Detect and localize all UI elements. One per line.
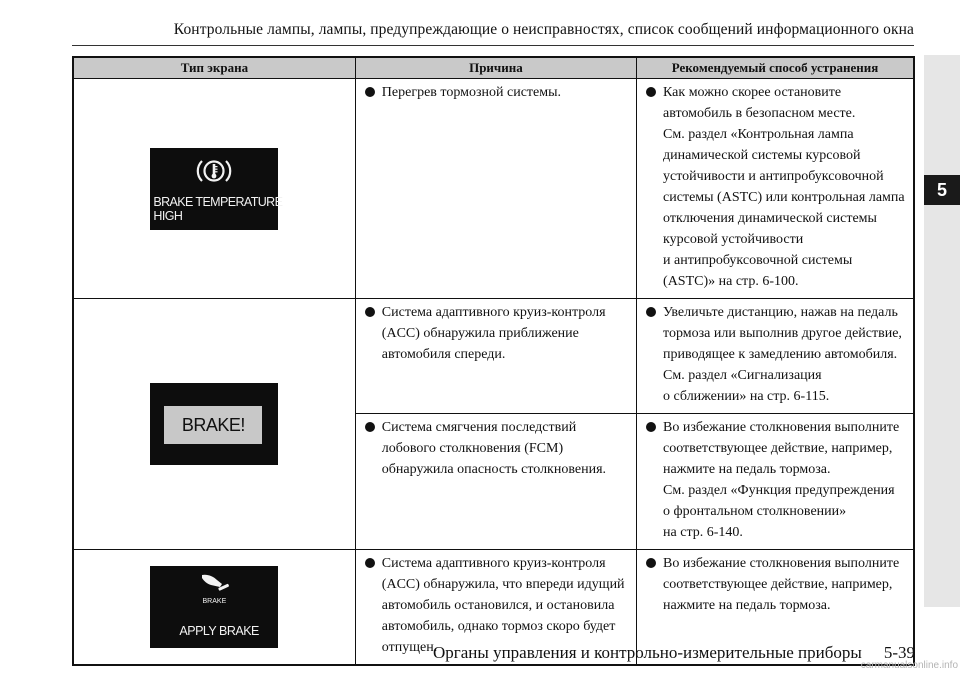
cause-cell [355, 299, 636, 414]
cause-bullet [356, 299, 636, 371]
watermark: carmanualsonline.info [860, 660, 958, 671]
chapter-tab: 5 [924, 175, 960, 205]
display-text-line1: BRAKE TEMPERATURE [153, 194, 283, 209]
text-line: динамической системы курсовой [663, 148, 861, 163]
apply-brake-display [150, 566, 278, 648]
text-line: автомобиля спереди. [381, 347, 506, 362]
screen-type-cell [73, 79, 355, 299]
cause-bullet [356, 414, 636, 486]
cause-cell [355, 414, 636, 550]
text-line: автомобиль в безопасном месте. [663, 106, 856, 121]
remedy-cell [637, 79, 914, 299]
text-line: (ACC) обнаружила приближение [381, 326, 579, 341]
text-line: приводящее к замедлению автомобиля. [663, 347, 898, 362]
text-line: Система адаптивного круиз-контроля [381, 305, 606, 320]
text-line: на стр. 6-140. [663, 525, 743, 540]
remedy-bullet [637, 299, 913, 413]
text-line: Перегрев тормозной системы. [381, 85, 562, 100]
text-line: и антипробуксовочной системы [663, 253, 853, 268]
text-line: соответствующее действие, например, [663, 441, 893, 456]
footer-section-title: Органы управления и контрольно-измерительные приборы [433, 643, 862, 662]
foot-on-pedal-icon [198, 572, 230, 592]
text-line: о фронтальном столкновении» [663, 504, 847, 519]
text-line: нажмите на педаль тормоза. [663, 462, 831, 477]
header-divider [72, 45, 914, 46]
brake-temperature-display [150, 148, 283, 230]
chapter-side-strip [924, 55, 960, 607]
column-header-screen-type: Тип экрана [73, 57, 355, 79]
cause-cell [355, 79, 636, 299]
text-line: соответствующее действие, например, [663, 577, 893, 592]
remedy-bullet [637, 550, 913, 622]
text-line: Как можно скорее остановите [663, 85, 842, 100]
text-line: См. раздел «Контрольная лампа [663, 127, 854, 142]
text-line: лобового столкновения (FCM) [381, 441, 564, 456]
text-line: (ASTC)» на стр. 6-100. [663, 274, 799, 289]
text-line: отключения динамической системы [663, 211, 877, 226]
display-text-line2: HIGH [153, 208, 183, 223]
page-number: 5-39 [883, 643, 915, 662]
text-line: тормоза или выполнив другое действие, [663, 326, 902, 341]
text-line: Система адаптивного круиз-контроля [381, 556, 606, 571]
text-line: См. раздел «Функция предупреждения [663, 483, 895, 498]
text-line: устойчивости и антипробуксовочной [663, 169, 884, 184]
text-line: автомобиль остановился, и остановила [381, 598, 615, 613]
text-line: См. раздел «Сигнализация [663, 368, 822, 383]
text-line: нажмите на педаль тормоза. [663, 598, 831, 613]
page-footer [0, 643, 915, 663]
remedy-bullet [637, 414, 913, 549]
page-header-title: Контрольные лампы, лампы, предупреждающие о неисправностях, список сообщений информационного окна [173, 21, 914, 38]
text-line: обнаружила опасность столкновения. [381, 462, 607, 477]
text-line: Во избежание столкновения выполните [663, 420, 900, 435]
text-line: курсовой устойчивости [663, 232, 804, 247]
display-text: APPLY BRAKE [179, 624, 259, 638]
text-line: автомобиль, однако тормоз скоро будет [381, 619, 616, 634]
text-line: Увеличьте дистанцию, нажав на педаль [663, 305, 898, 320]
text-line: системы (ASTC) или контрольная лампа [663, 190, 905, 205]
table-row [73, 299, 914, 414]
table-row [73, 79, 914, 299]
brake-warning-display [150, 383, 278, 465]
screen-type-cell [73, 299, 355, 550]
column-header-remedy: Рекомендуемый способ устранения [637, 57, 914, 79]
text-line: о сближении» на стр. 6-115. [663, 389, 830, 404]
remedy-cell [637, 299, 914, 414]
cause-bullet [356, 79, 636, 109]
text-line: (ACC) обнаружила, что впереди идущий [381, 577, 625, 592]
display-icon-label: BRAKE [202, 598, 227, 605]
text-line: Во избежание столкновения выполните [663, 556, 900, 571]
remedy-cell [637, 414, 914, 550]
brake-warning-label: BRAKE! [164, 406, 262, 444]
brake-temperature-icon [194, 156, 234, 186]
text-line: Система смягчения последствий [381, 420, 577, 435]
table-header-row [73, 57, 914, 79]
remedy-bullet [637, 79, 913, 298]
text-line: отпущен. [381, 640, 438, 655]
column-header-cause: Причина [355, 57, 636, 79]
warning-messages-table [72, 56, 915, 666]
